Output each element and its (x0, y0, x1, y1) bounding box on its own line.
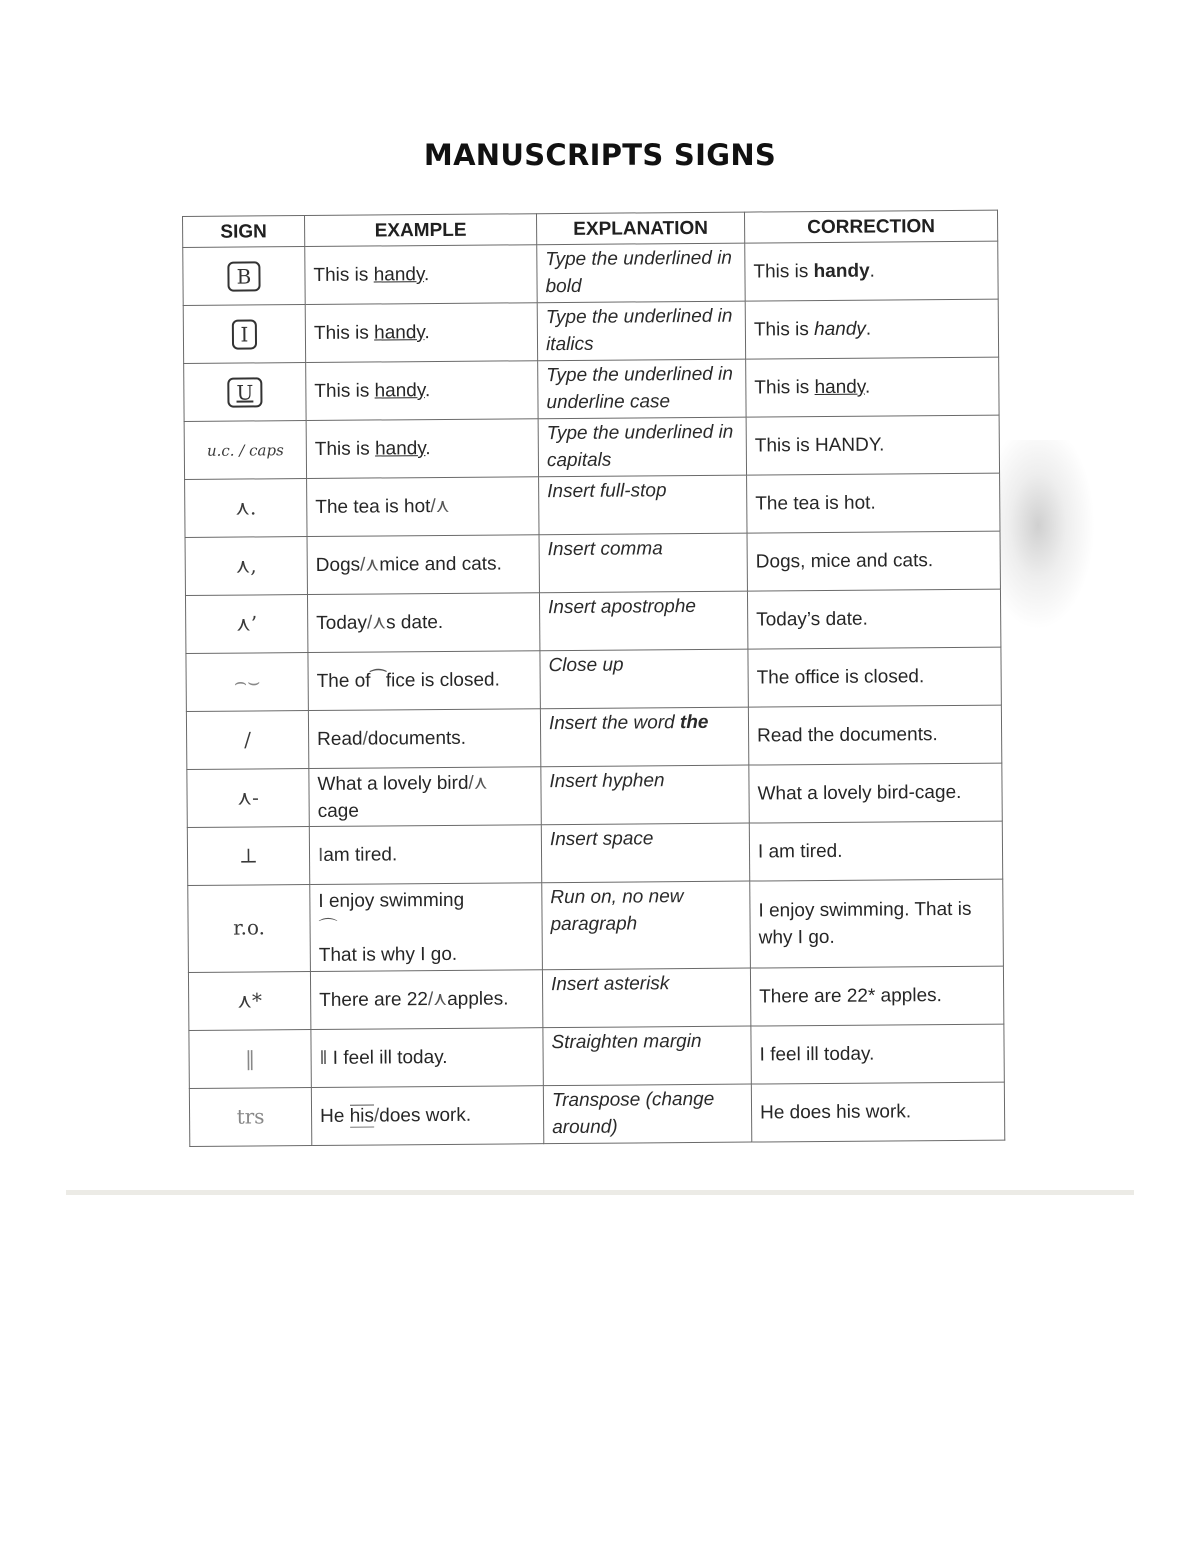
example-cell: He his/does work. (311, 1086, 543, 1146)
correction-cell: I am tired. (749, 821, 1002, 881)
italic-sign-icon: I (231, 319, 257, 349)
example-text-end: apples. (447, 988, 509, 1010)
table-row (185, 589, 1000, 653)
example-text: This is (313, 322, 375, 344)
correction-cell: Today’s date. (747, 589, 1000, 649)
example-cell (309, 767, 541, 827)
correction-text-end: . (869, 260, 875, 282)
explanation-cell: Insert comma (539, 533, 747, 593)
explanation-cell: Insert asterisk (542, 968, 750, 1028)
example-text-end: . (424, 322, 430, 344)
example-cell (307, 535, 539, 595)
example-text-end: . (423, 264, 430, 286)
table-row (183, 299, 998, 363)
sign-cell (186, 653, 308, 712)
explanation-bold-word: the (679, 711, 709, 734)
example-text-end: fice is closed. (385, 669, 500, 692)
page-divider (66, 1190, 1134, 1195)
sign-cell (184, 421, 306, 480)
run-on-mark-icon: ⌒ (318, 917, 338, 939)
table-row (185, 531, 1000, 595)
explanation-cell: Close up (540, 649, 748, 709)
explanation-cell: Run on, no new paragraph (542, 881, 751, 970)
transpose-sign-icon: trs (236, 1103, 265, 1129)
example-cell (305, 303, 537, 363)
example-text: The tea is hot (315, 496, 431, 518)
example-text: This is (313, 264, 374, 286)
full-stop-sign-icon: ⋏. (235, 494, 257, 520)
correction-cell (746, 357, 999, 417)
example-cell (309, 825, 541, 885)
example-cell (306, 361, 538, 421)
explanation-cell: Insert apostrophe (539, 591, 747, 651)
correction-text-end: . (864, 376, 871, 398)
insert-caret-icon: /⋏ (366, 612, 387, 634)
example-text-end: . (424, 380, 431, 402)
explanation-cell: Type the underlined in capitals (538, 417, 746, 477)
table-row (188, 879, 1004, 972)
column-header-correction: CORRECTION (744, 210, 997, 243)
correction-text: This is (753, 261, 814, 283)
example-text-end: am tired. (323, 844, 398, 866)
capitals-sign-icon: u.c. / caps (206, 440, 284, 460)
example-text-end: does work. (379, 1104, 472, 1127)
manuscript-signs-sheet (182, 210, 1004, 1147)
insert-caret-icon: /⋏ (430, 495, 450, 518)
hyphen-sign-icon: ⋏- (237, 784, 259, 810)
correction-cell: There are 22* apples. (750, 966, 1003, 1026)
example-text: I enjoy swimming (318, 889, 465, 912)
comma-sign-icon: ⋏, (235, 552, 257, 578)
example-text-end: mice and cats. (379, 553, 502, 576)
example-cell (310, 970, 542, 1030)
example-text-end: cage (317, 800, 359, 822)
explanation-text: Insert the word (548, 712, 681, 735)
table-row (188, 966, 1003, 1030)
sign-cell (186, 711, 308, 770)
correction-cell: Read the documents. (748, 705, 1001, 765)
example-cell (306, 419, 538, 479)
correction-cell: The office is closed. (748, 647, 1001, 707)
example-text: There are 22 (319, 989, 429, 1011)
sign-cell (188, 972, 310, 1031)
example-marked-word: handy (373, 264, 425, 286)
correction-cell (745, 299, 998, 359)
example-cell (307, 477, 539, 537)
explanation-cell (540, 707, 748, 767)
example-text: What a lovely bird (317, 772, 469, 795)
correction-cell (745, 241, 998, 301)
explanation-cell: Insert space (541, 823, 749, 883)
example-text: Today (316, 612, 367, 634)
column-header-example: EXAMPLE (305, 214, 537, 247)
sign-cell (187, 769, 309, 828)
apostrophe-sign-icon: ⋏’ (236, 610, 258, 636)
correction-cell: The tea is hot. (747, 473, 1000, 533)
example-marked-word: handy (374, 380, 426, 402)
example-cell (305, 245, 537, 305)
correction-cell: Dogs, mice and cats. (747, 531, 1000, 591)
example-cell (308, 709, 540, 769)
table-row (189, 1082, 1004, 1146)
correction-underlined-word: handy (814, 376, 865, 399)
scan-smudge (1000, 440, 1095, 630)
table-row (186, 647, 1001, 711)
explanation-cell: Insert full-stop (539, 475, 747, 535)
table-row (187, 763, 1002, 827)
explanation-cell: Type the underlined in italics (537, 301, 745, 361)
manuscript-signs-table (182, 210, 1005, 1147)
example-marked-word: handy (374, 438, 426, 460)
insert-slash-icon: / (362, 728, 368, 750)
insert-caret-icon: /⋏ (468, 772, 488, 794)
transpose-marked-word: his (349, 1105, 375, 1127)
correction-text-end: . (865, 318, 872, 340)
example-marked-word: handy (374, 322, 425, 344)
explanation-cell: Type the underlined in bold (537, 243, 745, 303)
correction-text: This is (754, 377, 815, 399)
column-header-sign: SIGN (183, 216, 305, 248)
example-cell (308, 651, 540, 711)
sign-cell (185, 479, 307, 538)
explanation-cell: Type the underlined in underline case (538, 359, 746, 419)
example-cell (310, 883, 543, 972)
example-cell (307, 593, 539, 653)
insert-caret-icon: /⋏ (427, 988, 448, 1011)
example-text-end: That is why I go. (318, 943, 458, 966)
sign-cell (184, 363, 306, 422)
example-text: The of (316, 670, 371, 692)
sign-cell (187, 827, 309, 886)
example-text-end: s date. (386, 611, 444, 634)
close-up-mark-icon: ⁀ (370, 670, 386, 692)
sign-cell (189, 1030, 311, 1089)
page-title: MANUSCRIPTS SIGNS (423, 138, 777, 172)
asterisk-sign-icon: ⋏* (237, 987, 263, 1013)
bold-sign-icon: B (227, 261, 260, 291)
table-row (185, 473, 1000, 537)
table-row (189, 1024, 1004, 1088)
run-on-sign-icon: r.o. (233, 915, 266, 940)
sign-cell (185, 537, 307, 596)
example-cell (311, 1028, 543, 1088)
table-row (184, 415, 999, 479)
example-text: This is (314, 380, 375, 402)
insert-word-sign-icon: / (244, 726, 252, 752)
example-text: This is (314, 438, 376, 460)
example-marked-letter: I (317, 844, 324, 866)
table-row (186, 705, 1001, 769)
example-text: Read (317, 728, 363, 750)
close-up-sign-icon: ⌢⌣ (233, 668, 261, 694)
space-sign-icon: ⊥ (239, 842, 259, 868)
explanation-cell: Straighten margin (543, 1026, 751, 1086)
explanation-cell: Insert hyphen (541, 765, 749, 825)
explanation-cell: Transpose (change around) (543, 1084, 751, 1144)
correction-cell: I enjoy swimming. That is why I go. (750, 879, 1004, 968)
correction-text: This is (753, 319, 815, 341)
sign-cell (189, 1088, 311, 1147)
column-header-explanation: EXPLANATION (536, 212, 744, 245)
example-text-end: . (425, 438, 431, 460)
table-row (183, 241, 998, 305)
correction-cell: He does his work. (751, 1082, 1004, 1142)
correction-cell: I feel ill today. (751, 1024, 1004, 1084)
margin-bar-icon: ‖ (319, 1047, 328, 1069)
sign-cell (185, 595, 307, 654)
example-text-end: documents. (367, 727, 467, 750)
sign-cell (183, 305, 305, 364)
insert-caret-icon: /⋏ (360, 554, 380, 576)
underline-sign-icon: U (227, 377, 262, 407)
example-text: He (319, 1105, 350, 1127)
example-text-end: I feel ill today. (327, 1046, 448, 1069)
table-row (187, 821, 1002, 885)
correction-bold-word: handy (813, 260, 870, 283)
sign-cell (188, 885, 311, 973)
correction-italic-word: handy (814, 318, 866, 341)
table-row (184, 357, 999, 421)
correction-cell: What a lovely bird-cage. (749, 763, 1002, 823)
straighten-margin-sign-icon: ‖ (245, 1045, 256, 1071)
example-text: Dogs (315, 554, 361, 576)
sign-cell (183, 247, 305, 306)
correction-cell: This is HANDY. (746, 415, 999, 475)
